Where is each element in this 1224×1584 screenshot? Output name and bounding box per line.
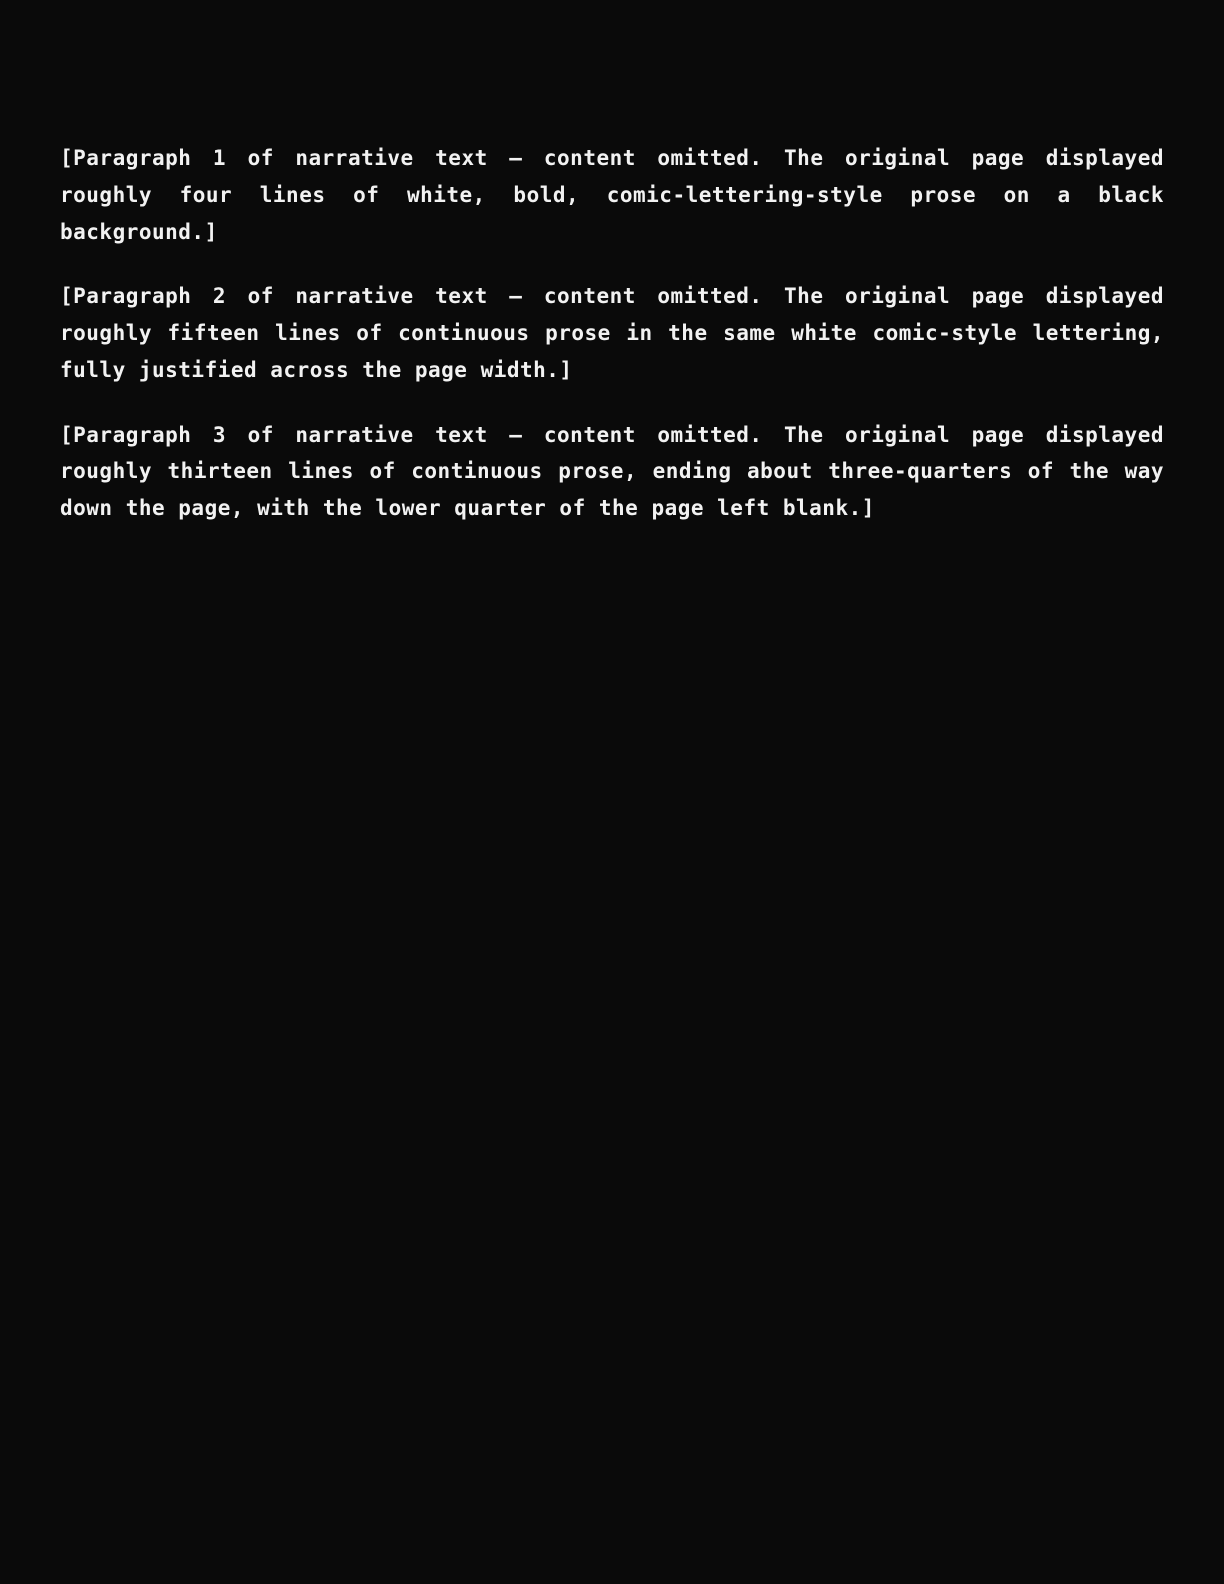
paragraph-3: [Paragraph 3 of narrative text — content omitted. The original page displayed roughly thirteen lines of continuous prose, ending about three-quarters of the way down the page, with the lower quarter of the page left blank.] bbox=[60, 422, 1164, 520]
paragraph-2: [Paragraph 2 of narrative text — content omitted. The original page displayed roughly fifteen lines of continuous prose in the same white comic-style lettering, fully justified across the page width.] bbox=[60, 284, 1164, 382]
paragraph-1: [Paragraph 1 of narrative text — content omitted. The original page displayed roughly four lines of white, bold, comic-lettering-style prose on a black background.] bbox=[60, 146, 1164, 244]
